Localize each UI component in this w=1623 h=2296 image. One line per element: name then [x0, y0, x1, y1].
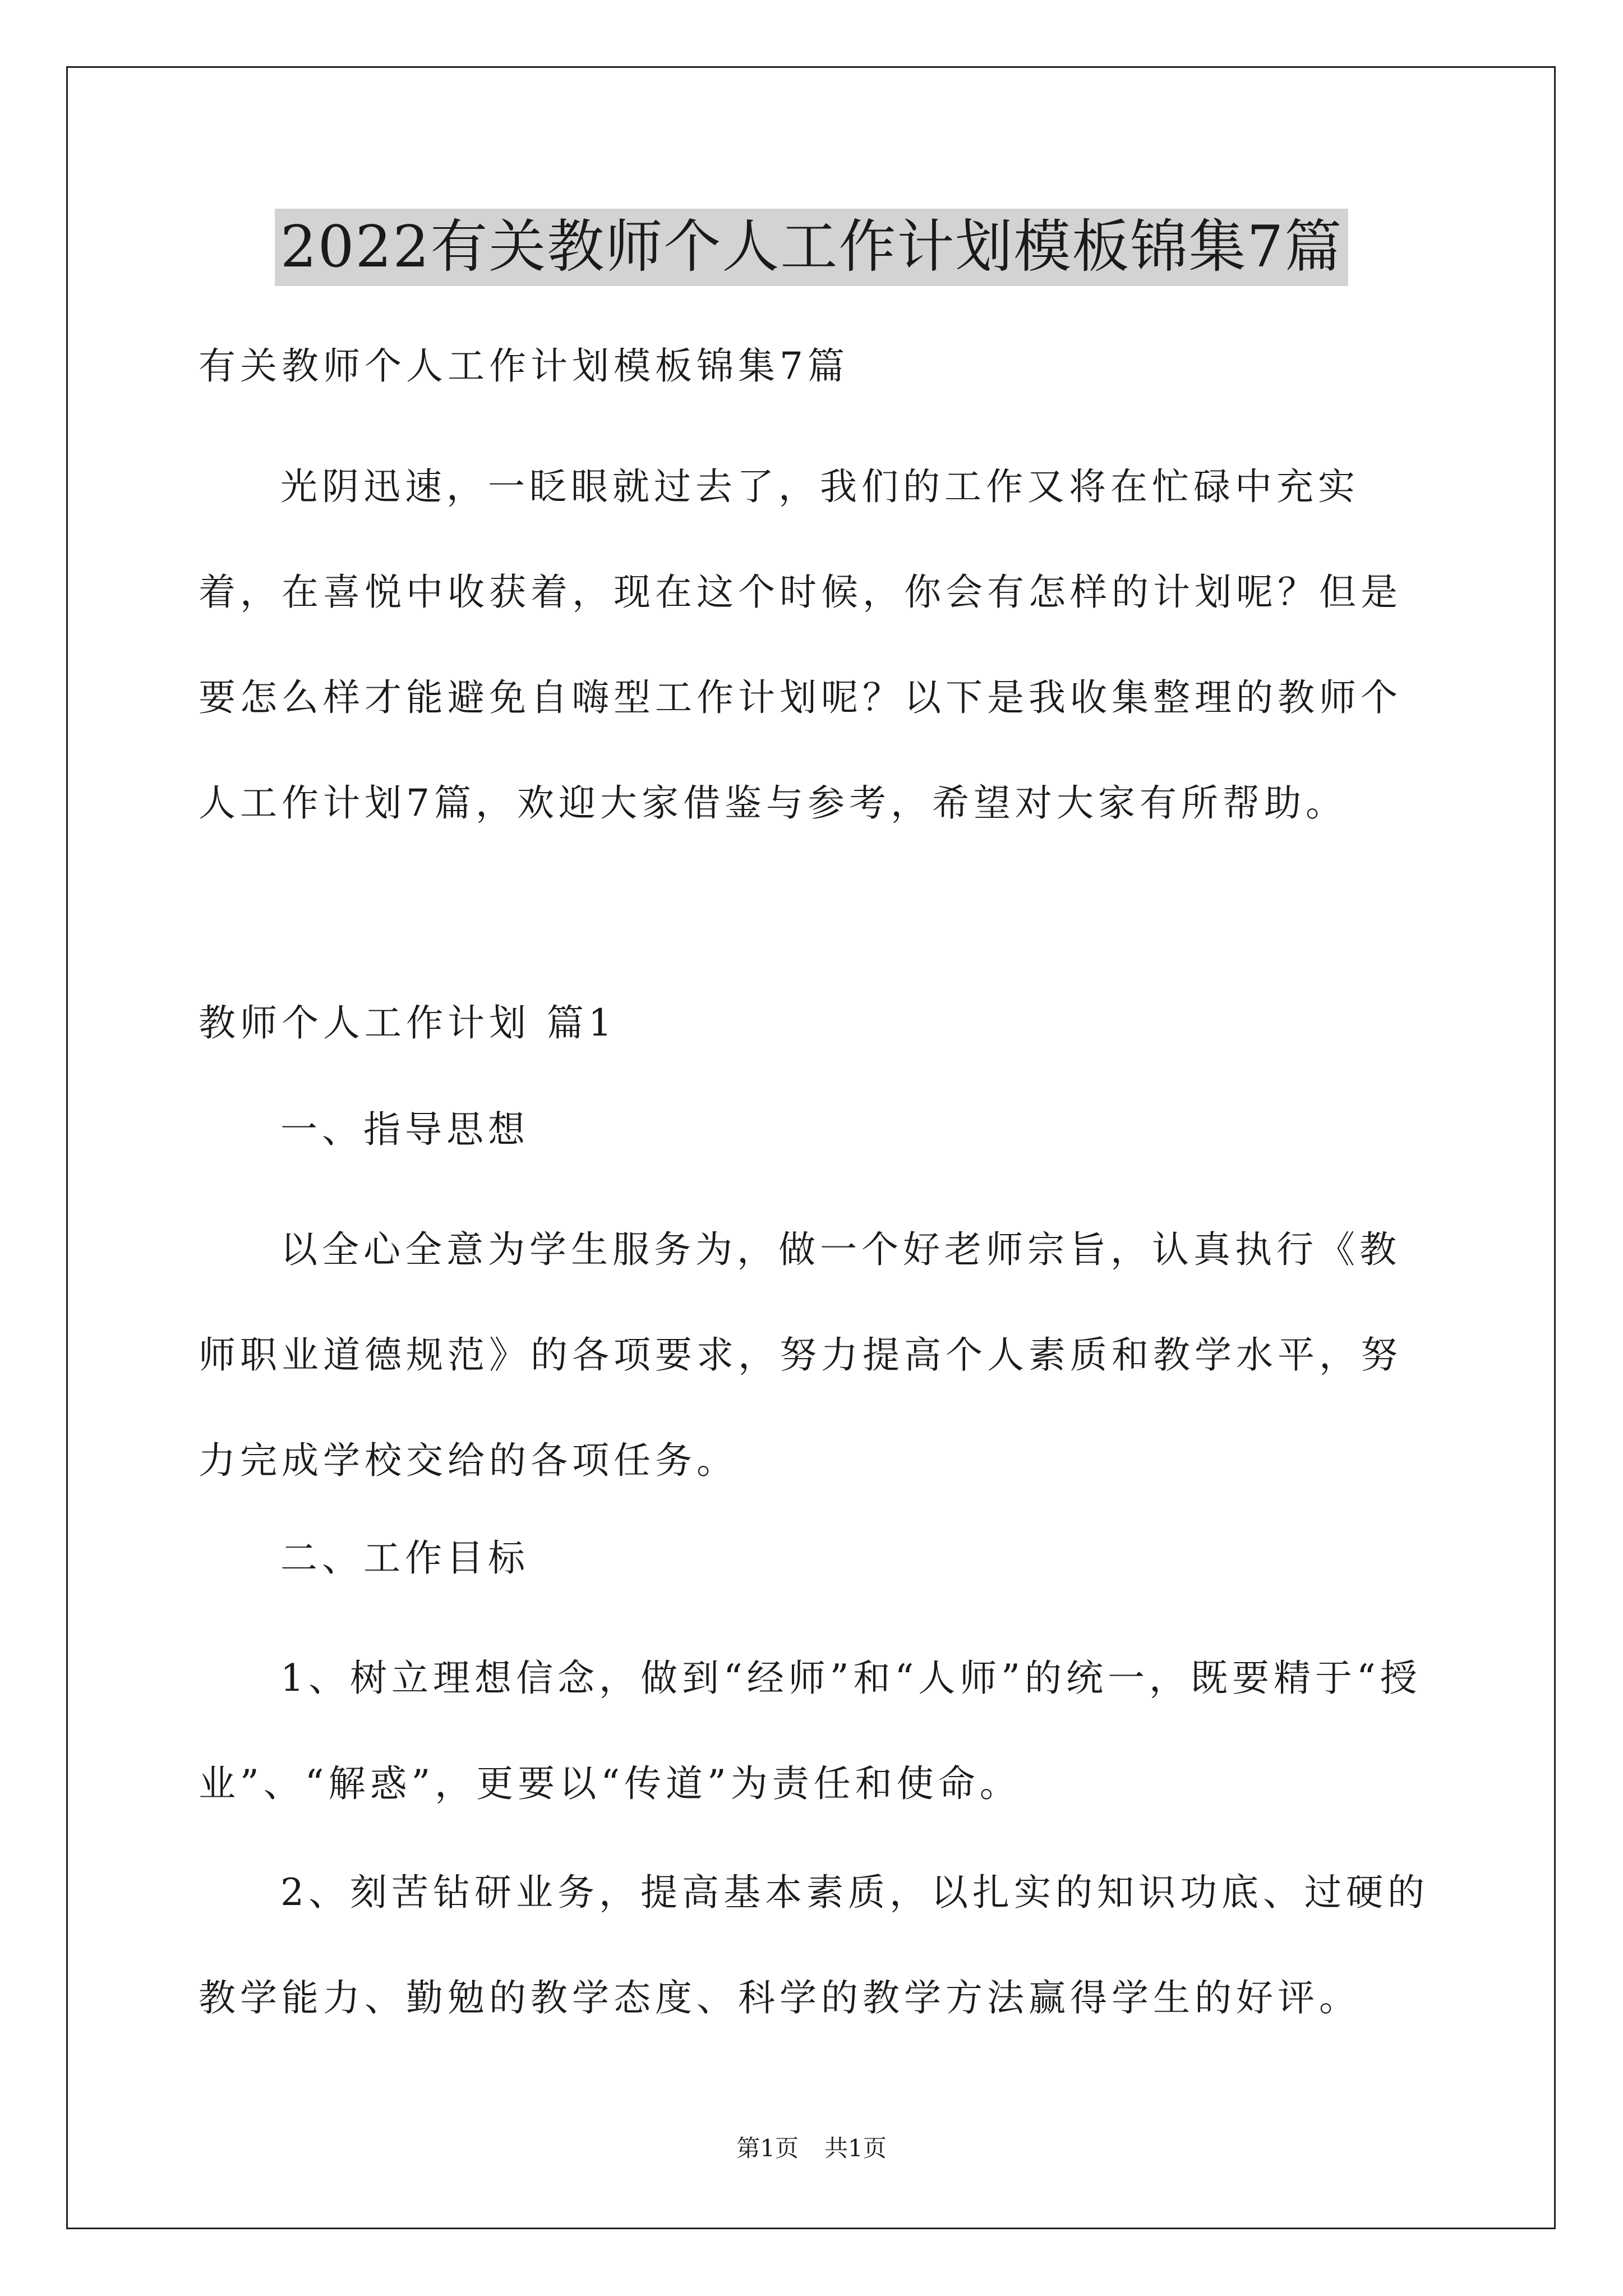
- page-total: 共1页: [824, 2134, 887, 2162]
- goal-item-1: 1、树立理想信念，做到“经师”和“人师”的统一，既要精于“授业”、“解惑”，更要以“传道”为责任和使命。: [199, 1657, 1422, 1805]
- document-subtitle: 有关教师个人工作计划模板锦集7篇: [199, 344, 849, 388]
- heading-guiding-idea: 一、指导思想: [280, 1108, 529, 1151]
- goal-item-2: 2、刻苦钻研业务，提高基本素质，以扎实的知识功底、过硬的教学能力、勤勉的教学态度、科学的教学方法赢得学生的好评。: [199, 1871, 1429, 2019]
- heading-work-goals: 二、工作目标: [280, 1536, 529, 1580]
- paragraph-guiding-idea: 以全心全意为学生服务为，做一个好老师宗旨，认真执行《教师职业道德规范》的各项要求，努力提高个人素质和教学水平，努力完成学校交给的各项任务。: [199, 1228, 1402, 1482]
- intro-paragraph: 光阴迅速，一眨眼就过去了，我们的工作又将在忙碌中充实着，在喜悦中收获着，现在这个时候，你会有怎样的计划呢？但是要怎么样才能避免自嗨型工作计划呢？以下是我收集整理的教师个人工作计划7篇，欢迎大家借鉴与参考，希望对大家有所帮助。: [199, 465, 1402, 825]
- section-heading: 教师个人工作计划 篇1: [199, 1001, 616, 1045]
- page-footer: [0, 2132, 1623, 2165]
- document-title: [0, 209, 1623, 286]
- document-title-text: 2022有关教师个人工作计划模板锦集7篇: [275, 209, 1348, 286]
- page-number: 第1页: [736, 2134, 799, 2162]
